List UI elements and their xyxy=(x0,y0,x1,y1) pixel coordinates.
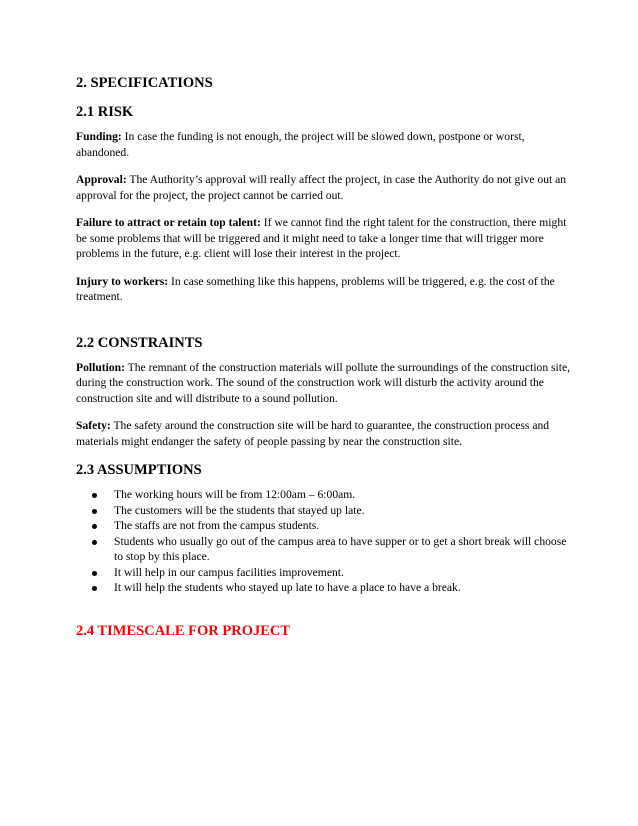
risk-talent-text: If we cannot find the right talent for the construction, there might be some problems that will be triggered and it might need to take a longer time that will trigger more problems in the future, e.g. client will lose their interest in the project. xyxy=(76,216,567,260)
risk-funding-label: Funding: xyxy=(76,130,122,143)
constraint-safety-label: Safety: xyxy=(76,419,111,432)
risk-approval xyxy=(76,172,576,203)
bullet-icon xyxy=(92,586,97,591)
list-item xyxy=(76,487,576,503)
constraint-pollution-label: Pollution: xyxy=(76,360,125,374)
bullet-icon xyxy=(92,540,97,545)
bullet-icon xyxy=(92,524,97,529)
list-item xyxy=(76,534,576,565)
constraint-safety xyxy=(76,418,576,449)
risk-injury-text: In case something like this happens, problems will be triggered, e.g. the cost of the treatment. xyxy=(76,274,555,303)
risk-funding-text: In case the funding is not enough, the project will be slowed down, postpone or worst, abandoned. xyxy=(76,130,525,159)
timescale-heading: 2.4 TIMESCALE FOR PROJECT xyxy=(76,622,291,639)
assumption-text: It will help in our campus facilities improvement. xyxy=(114,565,344,579)
constraints-heading: 2.2 CONSTRAINTS xyxy=(76,334,203,351)
risk-funding xyxy=(76,129,576,160)
assumption-text: The customers will be the students that stayed up late. xyxy=(114,503,365,517)
risk-injury-label: Injury to workers: xyxy=(76,274,169,288)
bullet-icon xyxy=(92,509,97,514)
list-item xyxy=(76,580,576,596)
assumptions-list xyxy=(76,487,576,596)
constraint-safety-text: The safety around the construction site will be hard to guarantee, the construction process and materials might endanger the safety of people passing by near the construction site. xyxy=(76,419,550,448)
risk-heading: 2.1 RISK xyxy=(76,104,134,120)
bullet-icon xyxy=(92,571,97,576)
risk-talent-label: Failure to attract or retain top talent: xyxy=(76,216,261,229)
list-item xyxy=(76,503,576,519)
document-page xyxy=(76,74,576,648)
constraint-pollution-text: The remnant of the construction materials will pollute the surroundings of the construction site, during the construction work. The sound of the construction work will disturb the activity around the construction site and will distribute to a sound pollution. xyxy=(76,360,571,405)
risk-approval-label: Approval: xyxy=(76,173,127,186)
assumption-text: The staffs are not from the campus students. xyxy=(114,519,320,532)
assumption-text: The working hours will be from 12:00am – 6:00am. xyxy=(114,488,356,501)
constraint-pollution xyxy=(76,360,576,407)
risk-injury xyxy=(76,274,576,305)
risk-talent xyxy=(76,215,576,262)
risk-approval-text: The Authority’s approval will really affect the project, in case the Authority do not give out an approval for the project, the project cannot be carried out. xyxy=(76,173,567,202)
list-item xyxy=(76,518,576,534)
assumption-text: It will help the students who stayed up late to have a place to have a break. xyxy=(114,581,461,594)
assumptions-heading: 2.3 ASSUMPTIONS xyxy=(76,462,202,478)
assumption-text: Students who usually go out of the campus area to have supper or to get a short break will choose to stop by this place. xyxy=(114,534,567,563)
bullet-icon xyxy=(92,493,97,498)
list-item xyxy=(76,565,576,581)
section-heading: 2. SPECIFICATIONS xyxy=(76,75,213,91)
